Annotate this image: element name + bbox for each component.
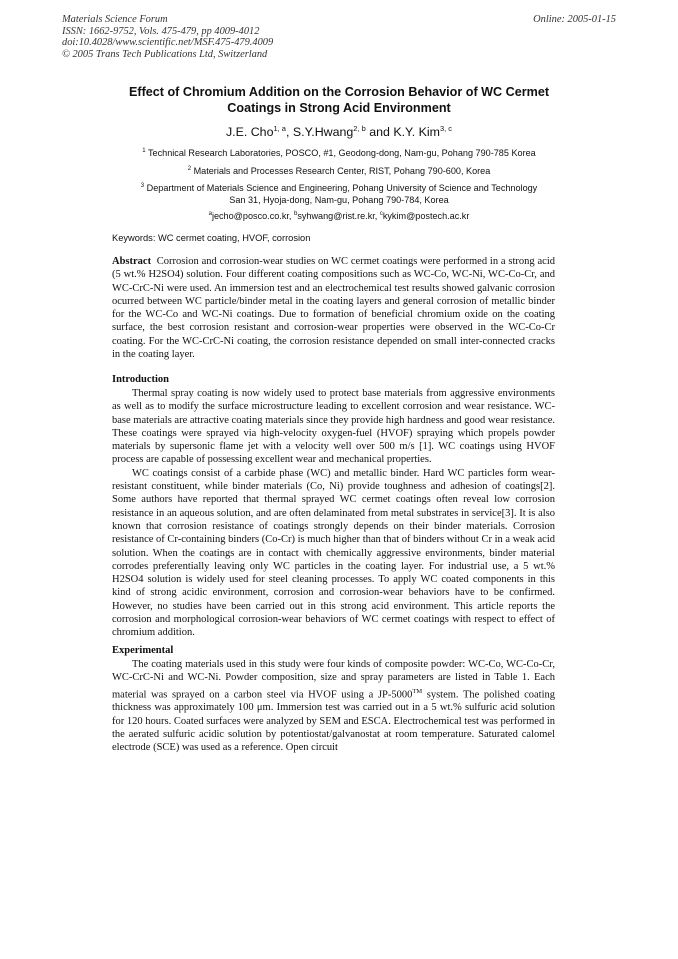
abstract-text: Corrosion and corrosion-wear studies on WC cermet coatings were performed in a strong acid (5 wt.% H2SO4) solution. Four different coating compositions such as WC-Co, WC-Ni, WC-Co-Cr, and WC-CrC-Ni were used. An immersion test and an electrochemical test results showed galvanic corrosion ocurred between WC particle/binder metal in the coating layers and general corrosion of metallic binder for the WC-Co and WC-Ni coatings. Due to formation of beneficial chromium oxide on the coating surface, the best corrosion resistant and corrosion-wear properties were observed in the WC-Co-Cr coating. For the WC-CrC-Ni coating, the corrosion resistance depended on small inter-connected cracks in the coating layer. <box>112 256 556 361</box>
paragraph-text: system. The polished coating thickness was approximately 100 μm. Immersion test was carried out in a 5 wt.% sulfuric acid solution for 120 hours. Coated surfaces were analyzed by SEM and ESCA. Electrochemical test was performed in the aerated sulfuric acidic solution by potentiostat/galvanostat at room temperature. Saturated calomel electrode (SCE) was used as a reference. Open circuit <box>112 689 555 754</box>
paragraph <box>112 658 555 755</box>
section-heading-experimental: Experimental <box>112 645 174 656</box>
affiliation-2 <box>100 163 578 177</box>
affiliation-text-line-2: San 31, Hyoja-dong, Nam-gu, Pohang 790-784, Korea <box>229 195 449 206</box>
author-list <box>70 124 608 139</box>
copyright-line: © 2005 Trans Tech Publications Ltd, Switzerland <box>62 48 268 60</box>
author-sup: 2, b <box>353 124 366 133</box>
email-sup: c <box>379 211 383 217</box>
author-name: K.Y. Kim <box>393 125 440 140</box>
email-link[interactable]: kykim@postech.ac.kr <box>382 211 470 222</box>
journal-header <box>62 14 273 60</box>
title-line-1: Effect of Chromium Addition on the Corrosion Behavior of WC Cermet <box>128 85 550 99</box>
author-sup: 1, a <box>273 124 286 133</box>
email-sup: a <box>208 211 212 217</box>
issn-line: ISSN: 1662-9752, Vols. 475-479, pp 4009-4012 <box>62 25 260 37</box>
affiliation-text: Technical Research Laboratories, POSCO, #1, Geodong-dong, Nam-gu, Pohang 790-785 Korea <box>147 148 536 159</box>
doi-line: doi:10.4028/www.scientific.net/MSF.475-479.4009 <box>62 37 274 49</box>
online-date: Online: 2005-01-15 <box>533 14 616 25</box>
affiliation-3 <box>92 180 586 206</box>
email-line <box>100 208 578 222</box>
author-name: J.E. Cho <box>225 125 274 140</box>
journal-name: Materials Science Forum <box>62 14 168 25</box>
affiliation-sup: 3 <box>140 183 145 189</box>
affiliation-1 <box>90 145 588 159</box>
keywords: Keywords: WC cermet coating, HVOF, corrosion <box>112 233 311 243</box>
trademark-sup: TM <box>412 687 423 695</box>
author-name: S.Y.Hwang <box>292 125 354 140</box>
paragraph: WC coatings consist of a carbide phase (WC) and metallic binder. Hard WC particles form wear-resistant constituent, while binder materials (Co, Ni) provide toughness and adhesion of coatings[2]. Some authors have reported that thermal sprayed WC cermet coatings often reveal low corrosion resistance in an aqueous solution, and are often delaminated from metal substrates in service[3]. It is also known that corrosion resistance of coatings strongly depends on their binder materials. Corrosion resistance of Cr-containing binders (Co-Cr) is much higher than that of binders without Cr in a weak acid solution. When the coatings are in contact with chemically aggressive environments, binder material corrodes preferentially leaving only WC particles in the coating layer. For industrial use, a 5 wt.% H2SO4 solution is widely used for steel cleaning processes. To apply WC coated components in this kind of strong acidic environment, corrosion and corrosion-wear behaviors have to be confirmed. However, no studies have been carried out in this strong acid environment. This article reports the corrosion and morphological corrosion-wear behaviors of WC cermet coatings with respect to effect of chromium addition. <box>112 467 555 639</box>
paragraph-text: The coating materials used in this study were four kinds of composite powder: WC-Co, WC-Co-Cr, WC-CrC-Ni and WC-Ni. Powder composition, size and spray parameters are listed in Table 1. Each material was sprayed on a carbon steel via HVOF using a JP-5000 <box>112 659 555 701</box>
affiliation-text: Department of Materials Science and Engineering, Pohang University of Science and Technology <box>146 183 538 194</box>
paragraph: Thermal spray coating is now widely used to protect base materials from aggressive environments as well as to modify the surface microstructure leading to excellent corrosion and wear resistance. WC-base materials are attractive coating materials since they provide high hardness and good wear resistance. These coatings were sprayed via high-velocity oxygen-fuel (HVOF) spraying which propels powder materials by supersonic flame jet with a velocity well over 500 m/s [1]. WC coatings using HVOF process are capable of possessing excellent wear and mechanical properties. <box>112 388 555 466</box>
abstract-label: Abstract <box>112 256 152 267</box>
title-line-2: Coatings in Strong Acid Environment <box>227 101 451 115</box>
paper-title <box>70 84 608 116</box>
experimental-body <box>112 658 555 755</box>
affiliation-sup: 1 <box>142 148 146 154</box>
introduction-body <box>112 387 555 640</box>
author-separator: , <box>285 125 293 140</box>
email-link[interactable]: syhwang@rist.re.kr, <box>297 211 380 222</box>
author-sup: 3, c <box>439 124 453 133</box>
email-sup: b <box>293 211 298 217</box>
abstract <box>112 255 555 361</box>
section-heading-introduction: Introduction <box>112 374 169 385</box>
affiliation-sup: 2 <box>187 166 192 172</box>
author-separator: and <box>365 125 394 140</box>
email-link[interactable]: jecho@posco.co.kr, <box>211 211 294 222</box>
affiliation-text: Materials and Processes Research Center, RIST, Pohang 790-600, Korea <box>193 166 491 177</box>
